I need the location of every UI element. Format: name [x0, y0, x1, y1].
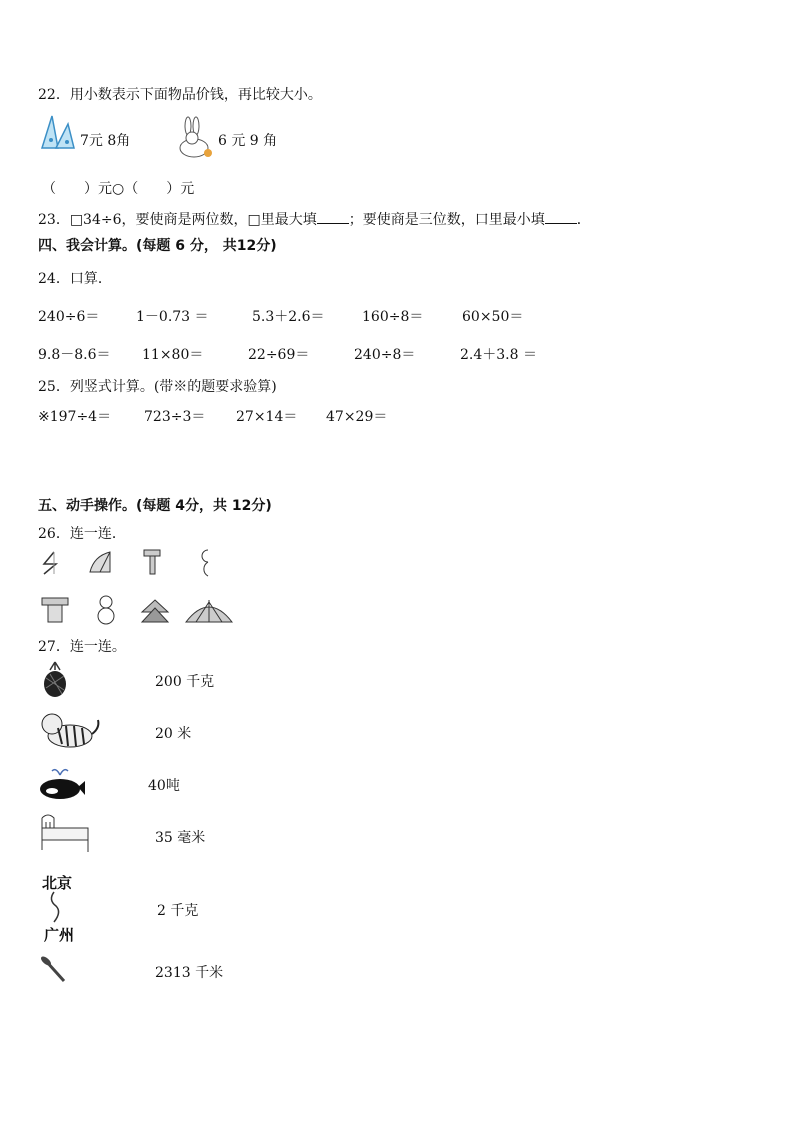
half-lightning-icon	[40, 550, 62, 576]
q27-label-2: 20 米	[155, 726, 192, 742]
arrow-tree-icon	[140, 598, 170, 624]
calc-r1-5: 60×50＝	[462, 309, 524, 325]
q23-part3: ．	[576, 212, 591, 228]
half-snowman-icon	[196, 548, 212, 578]
question-22-stem: 22．用小数表示下面物品价钱，再比较大小。	[38, 87, 322, 103]
calc-r2-2: 11×80＝	[142, 347, 204, 363]
triangle-ruler-icon	[40, 114, 76, 150]
q27-label-5: 2 千克	[157, 903, 199, 919]
section-4-title: 四、我会计算。(每题 6 分， 共12分)	[38, 238, 277, 254]
q27-label-4: 35 毫米	[155, 830, 206, 846]
question-23	[38, 209, 591, 229]
q23-part1: 23．□34÷6，要使商是两位数，□里最大填	[38, 212, 317, 228]
half-umbrella-icon	[88, 550, 114, 574]
blank-2[interactable]	[545, 211, 577, 224]
vertical-calc-3: 27×14＝	[236, 409, 298, 425]
answer-line: （ ）元○（ ）元	[42, 181, 195, 197]
question-24-stem: 24．口算．	[38, 271, 112, 287]
q27-label-1: 200 千克	[155, 674, 215, 690]
nail-icon	[40, 955, 66, 983]
calc-r1-3: 5.3＋2.6＝	[252, 309, 325, 325]
vertical-calc-1: ※197÷4＝	[38, 409, 112, 425]
bed-icon	[38, 810, 94, 854]
blank-1[interactable]	[317, 211, 349, 224]
item2-price: 6 元 9 角	[218, 133, 278, 149]
map-label-beijing: 北京	[42, 874, 73, 892]
snowman-icon	[94, 594, 118, 626]
calc-r2-3: 22÷69＝	[248, 347, 310, 363]
pineapple-icon	[40, 660, 70, 698]
route-map-icon	[40, 870, 84, 944]
item1-price: 7元 8角	[80, 133, 131, 149]
section-5-title: 五、动手操作。(每题 4分，共 12分)	[38, 498, 272, 514]
calc-r1-1: 240÷6＝	[38, 309, 100, 325]
calc-r2-5: 2.4＋3.8 ＝	[460, 347, 537, 363]
half-table-icon	[142, 548, 164, 576]
rabbit-toy-icon	[172, 116, 216, 160]
q23-part2: ；要使商是三位数，口里最小填	[348, 212, 545, 228]
question-27-stem: 27．连一连。	[38, 639, 126, 655]
tiger-icon	[40, 708, 102, 754]
calc-r1-4: 160÷8＝	[362, 309, 424, 325]
q27-label-6: 2313 千米	[155, 965, 224, 981]
question-25-stem: 25．列竖式计算。(带※的题要求验算)	[38, 379, 277, 395]
vertical-calc-2: 723÷3＝	[144, 409, 206, 425]
q27-label-3: 40吨	[148, 778, 180, 794]
calc-r2-1: 9.8－8.6＝	[38, 347, 111, 363]
map-label-guangzhou: 广州	[44, 926, 75, 944]
whale-icon	[38, 765, 86, 801]
calc-r2-4: 240÷8＝	[354, 347, 416, 363]
vertical-calc-4: 47×29＝	[326, 409, 388, 425]
table-icon	[40, 596, 70, 624]
umbrella-icon	[184, 598, 234, 624]
question-26-stem: 26．连一连．	[38, 526, 126, 542]
calc-r1-2: 1－0.73 ＝	[136, 309, 209, 325]
